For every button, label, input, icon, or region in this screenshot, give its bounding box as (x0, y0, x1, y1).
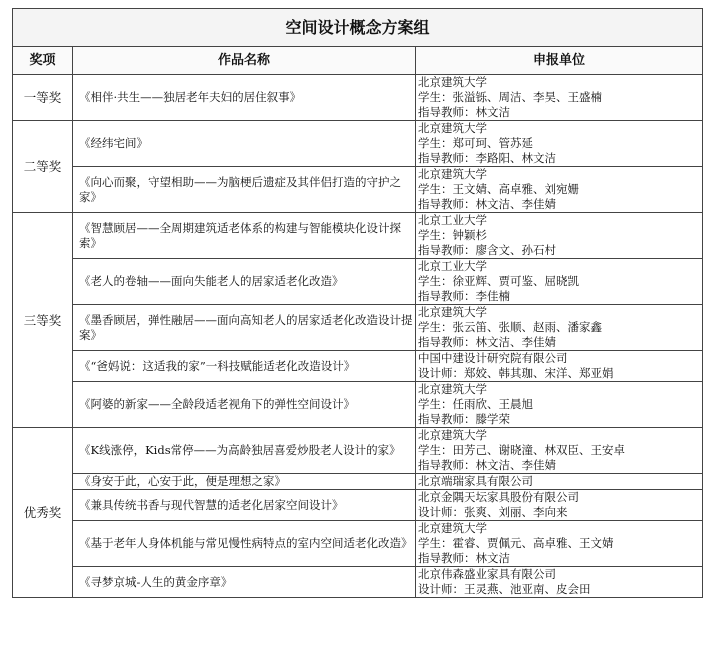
applicant-organization: 北京建筑大学 (418, 75, 487, 89)
applicant-cell (416, 213, 703, 259)
applicant-line: 指导教师：滕学荣 (418, 412, 510, 426)
applicant-line: 学生：张溢铄、周洁、李昊、王盛楠 (418, 90, 602, 104)
work-title-cell: 《老人的卷轴——面向失能老人的居家适老化改造》 (73, 259, 416, 305)
applicant-line: 指导教师：林文洁 (418, 105, 510, 119)
table-row (13, 567, 703, 598)
table-title: 空间设计概念方案组 (13, 9, 703, 47)
applicant-line: 设计师：张爽、刘丽、李向来 (418, 505, 568, 519)
applicant-line: 学生：王文婧、高卓雅、刘宛姗 (418, 182, 579, 196)
applicant-organization: 北京建筑大学 (418, 521, 487, 535)
table-row (13, 382, 703, 428)
table-row (13, 474, 703, 490)
table-row (13, 167, 703, 213)
applicant-organization: 北京伟森盛业家具有限公司 (418, 567, 556, 581)
table-row (13, 259, 703, 305)
header-row (13, 47, 703, 75)
award-cell: 三等奖 (13, 213, 73, 428)
applicant-line: 学生：任雨欣、王晨旭 (418, 397, 533, 411)
work-title-cell: 《身安于此，心安于此，便是理想之家》 (73, 474, 416, 490)
applicant-cell (416, 167, 703, 213)
applicant-organization: 北京建筑大学 (418, 428, 487, 442)
applicant-line: 指导教师：李路阳、林文洁 (418, 151, 556, 165)
applicant-line: 指导教师：林文洁、李佳婧 (418, 335, 556, 349)
applicant-cell (416, 259, 703, 305)
applicant-line: 学生：霍睿、贾佩元、高卓雅、王文婧 (418, 536, 614, 550)
header-work: 作品名称 (73, 47, 416, 75)
work-title-cell: 《向心而聚，守望相助——为脑梗后遗症及其伴侣打造的守护之家》 (73, 167, 416, 213)
award-cell: 二等奖 (13, 121, 73, 213)
awards-table (12, 8, 703, 598)
work-title-cell: 《“爸妈说：这适我的家”一科技赋能适老化改造设计》 (73, 351, 416, 382)
title-row (13, 9, 703, 47)
applicant-organization: 北京工业大学 (418, 259, 487, 273)
applicant-organization: 北京端瑞家具有限公司 (418, 474, 533, 488)
applicant-cell (416, 75, 703, 121)
work-title-cell: 《阿婆的新家——全龄段适老视角下的弹性空间设计》 (73, 382, 416, 428)
applicant-line: 学生：张云笛、张顺、赵雨、潘家鑫 (418, 320, 602, 334)
table-row (13, 521, 703, 567)
applicant-cell (416, 567, 703, 598)
applicant-line: 指导教师：林文洁、李佳婧 (418, 197, 556, 211)
award-cell: 一等奖 (13, 75, 73, 121)
work-title-cell: 《寻梦京城-人生的黄金序章》 (73, 567, 416, 598)
applicant-line: 指导教师：林文洁、李佳婧 (418, 458, 556, 472)
applicant-cell (416, 521, 703, 567)
applicant-cell (416, 474, 703, 490)
header-award: 奖项 (13, 47, 73, 75)
applicant-line: 指导教师：林文洁 (418, 551, 510, 565)
work-title-cell: 《相伴·共生——独居老年夫妇的居住叙事》 (73, 75, 416, 121)
work-title-cell: 《经纬宅间》 (73, 121, 416, 167)
table-row (13, 121, 703, 167)
work-title-cell: 《兼具传统书香与现代智慧的适老化居家空间设计》 (73, 490, 416, 521)
work-title-cell: 《智慧顾居——全周期建筑适老体系的构建与智能模块化设计探索》 (73, 213, 416, 259)
applicant-line: 指导教师：廖含文、孙石村 (418, 243, 556, 257)
applicant-line: 设计师：郑姣、韩其珈、宋洋、郑亚娟 (418, 366, 614, 380)
applicant-organization: 北京建筑大学 (418, 121, 487, 135)
applicant-cell (416, 428, 703, 474)
work-title-cell: 《基于老年人身体机能与常见慢性病特点的室内空间适老化改造》 (73, 521, 416, 567)
applicant-organization: 北京建筑大学 (418, 167, 487, 181)
table-row (13, 490, 703, 521)
award-cell: 优秀奖 (13, 428, 73, 598)
header-unit: 申报单位 (416, 47, 703, 75)
table-row (13, 428, 703, 474)
applicant-cell (416, 121, 703, 167)
table-row (13, 305, 703, 351)
applicant-line: 设计师：王灵燕、池亚南、皮会田 (418, 582, 591, 596)
applicant-cell (416, 382, 703, 428)
table-row (13, 213, 703, 259)
applicant-line: 指导教师：李佳楠 (418, 289, 510, 303)
applicant-cell (416, 351, 703, 382)
applicant-organization: 北京建筑大学 (418, 305, 487, 319)
work-title-cell: 《K线涨停，Kids常停——为高龄独居喜爱炒股老人设计的家》 (73, 428, 416, 474)
table-row (13, 351, 703, 382)
applicant-line: 学生：钟颖杉 (418, 228, 487, 242)
table-row (13, 75, 703, 121)
applicant-organization: 北京金隅天坛家具股份有限公司 (418, 490, 579, 504)
applicant-organization: 北京工业大学 (418, 213, 487, 227)
applicant-cell (416, 305, 703, 351)
applicant-line: 学生：田芳己、谢晓潼、林双臣、王安卓 (418, 443, 625, 457)
applicant-organization: 北京建筑大学 (418, 382, 487, 396)
work-title-cell: 《墨香顾居，弹性融居——面向高知老人的居家适老化改造设计提案》 (73, 305, 416, 351)
applicant-organization: 中国中建设计研究院有限公司 (418, 351, 568, 365)
applicant-line: 学生：徐亚辉、贾可鉴、屈晓凯 (418, 274, 579, 288)
applicant-line: 学生：郑可珂、管苏延 (418, 136, 533, 150)
applicant-cell (416, 490, 703, 521)
